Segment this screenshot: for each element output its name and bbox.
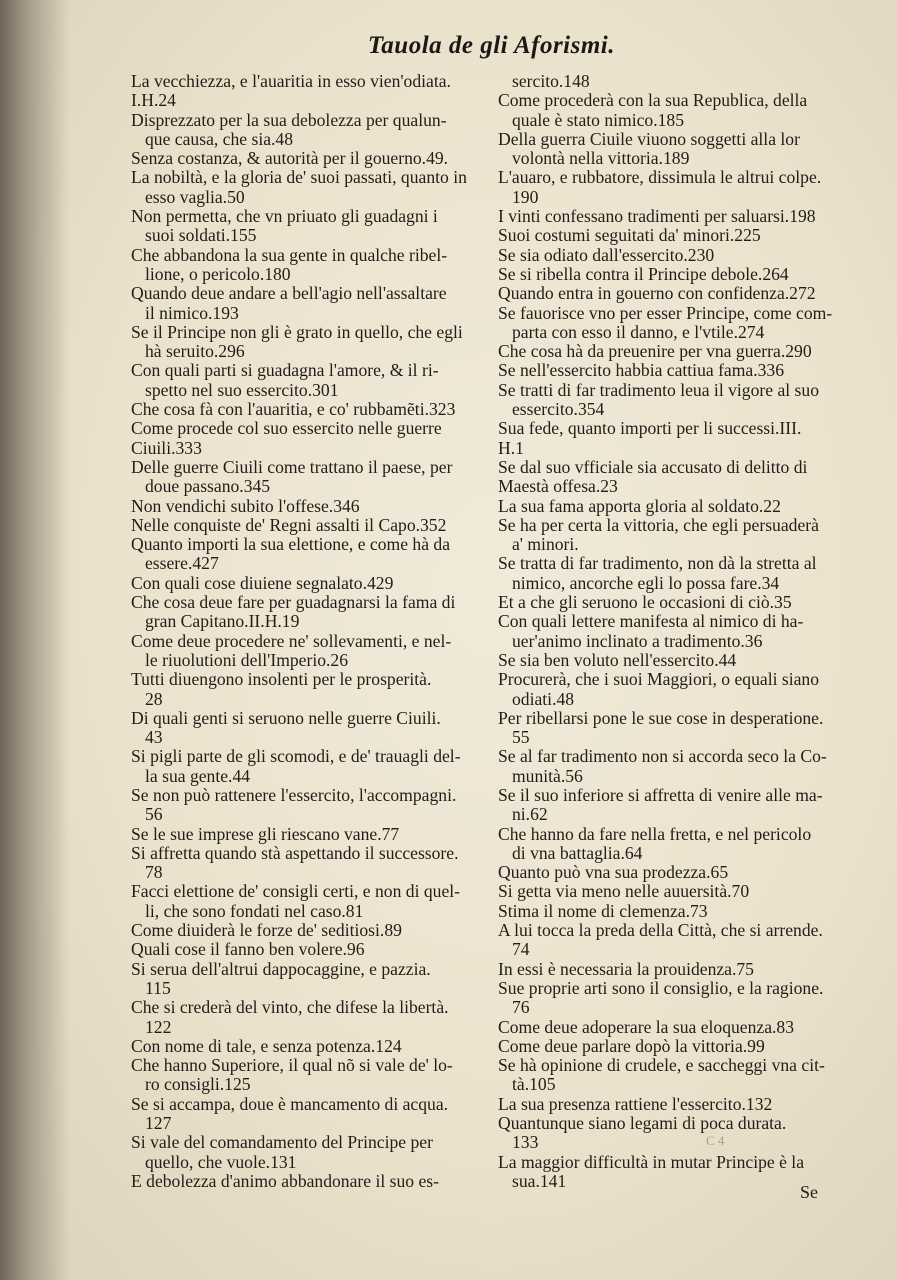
index-entry-line: 43 [145, 728, 163, 748]
index-entry-line: odiati.48 [512, 689, 575, 709]
index-entry-line: Delle guerre Ciuili come trattano il paese, per [131, 457, 453, 477]
index-entry-line: 55 [512, 728, 530, 748]
index-entry-line: Quanto importi la sua elettione, e come hà da [131, 535, 451, 555]
index-entry-line: Come deue parlare dopò la vittoria.99 [498, 1036, 765, 1056]
index-entry-line: A lui tocca la preda della Città, che si arrende. [498, 921, 823, 941]
index-entry-line: I vinti confessano tradimenti per saluarsi.198 [498, 207, 816, 227]
index-entry-line: essercito.354 [512, 400, 605, 420]
index-entry-line: Con quali lettere manifesta al nimico di ha- [498, 612, 804, 632]
index-entry-line: H.1 [498, 438, 524, 458]
index-entry-line: La vecchiezza, e l'auaritia in esso vien'odiata. [131, 72, 451, 91]
index-entry-line: 122 [145, 1017, 172, 1037]
index-entry-line: La sua fama apporta gloria al soldato.22 [498, 496, 781, 516]
index-entry-line: La sua presenza rattiene l'essercito.132 [498, 1094, 773, 1114]
index-entry-line: E debolezza d'animo abbandonare il suo es- [131, 1171, 440, 1191]
index-entry-line: Et a che gli seruono le occasioni di ciò.35 [498, 593, 792, 613]
index-entry-line: volontà nella vittoria.189 [512, 149, 690, 169]
index-entry-line: quello, che vuole.131 [145, 1152, 297, 1172]
index-entry-line: Se tratti di far tradimento leua il vigore al suo [498, 380, 819, 400]
index-entry-line: Se sia odiato dall'essercito.230 [498, 245, 715, 265]
index-entry-line: Se nell'essercito habbia cattiua fama.336 [498, 361, 785, 381]
index-entry-line: sercito.148 [512, 72, 590, 91]
index-column-right [498, 72, 854, 1191]
index-entry-line: Se al far tradimento non si accorda seco la Co- [498, 747, 827, 767]
index-entry-line: Con quali parti si guadagna l'amore, & il ri- [131, 361, 439, 381]
index-entry-line: Tutti diuengono insolenti per le prosperità. [131, 670, 432, 690]
index-entry-line: Se hà opinione di crudele, e saccheggi vna cit- [498, 1056, 825, 1076]
index-entry-line: Suoi costumi seguitati da' minori.225 [498, 226, 761, 246]
index-entry-line: Si affretta quando stà aspettando il successore. [131, 843, 459, 863]
index-entry-line: Ciuili.333 [131, 438, 202, 458]
index-entry-line: 74 [512, 940, 530, 960]
index-entry-line: 78 [145, 863, 163, 883]
index-entry-line: lione, o pericolo.180 [145, 264, 291, 284]
index-entry-line: 190 [512, 187, 539, 207]
index-entry-line: sua.141 [512, 1171, 567, 1191]
index-entry-line: parta con esso il danno, e l'vtile.274 [512, 322, 765, 342]
index-entry-line: I.H.24 [131, 91, 176, 111]
index-entry-line: la sua gente.44 [145, 766, 251, 786]
index-entry-line: Quando entra in gouerno con confidenza.272 [498, 284, 816, 304]
index-entry-line: Se dal suo vfficiale sia accusato di delitto di [498, 457, 808, 477]
index-entry-line: li, che sono fondati nel caso.81 [145, 901, 364, 921]
index-entry-line: Se il suo inferiore si affretta di venire alle ma- [498, 785, 823, 805]
index-entry-line: Se fauorisce vno per esser Principe, come com- [498, 303, 833, 323]
index-entry-line: Non permetta, che vn priuato gli guadagni i [131, 207, 438, 227]
index-entry-line: Se le sue imprese gli riescano vane.77 [131, 824, 400, 844]
index-entry-line: Di quali genti si seruono nelle guerre Ciuili. [131, 708, 441, 728]
index-entry-line: 56 [145, 805, 163, 825]
index-entry-line: essere.427 [145, 554, 219, 574]
index-entry-line: Si pigli parte de gli scomodi, e de' trauagli del- [131, 747, 461, 767]
index-entry-line: hà seruito.296 [145, 342, 245, 362]
index-entry-line: Maestà offesa.23 [498, 477, 618, 497]
index-entry-line: 76 [512, 998, 530, 1018]
index-entry-line: Con nome di tale, e senza potenza.124 [131, 1036, 402, 1056]
index-entry-line: suoi soldati.155 [145, 226, 257, 246]
index-entry-line: Se ha per certa la vittoria, che egli persuaderà [498, 515, 819, 535]
index-entry-line: Se si ribella contra il Principe debole.264 [498, 264, 789, 284]
index-entry-line: Che cosa hà da preuenire per vna guerra.290 [498, 342, 812, 362]
marginal-note: C 4 [706, 1133, 725, 1148]
index-entry-line: 127 [145, 1114, 172, 1134]
index-entry-line: Senza costanza, & autorità per il gouerno.49. [131, 149, 449, 169]
index-entry-line: 28 [145, 689, 163, 709]
index-entry-line: Quando deue andare a bell'agio nell'assaltare [131, 284, 447, 304]
index-entry-line: Quantunque siano legami di poca durata. [498, 1114, 787, 1134]
index-entry-line: Come procederà con la sua Republica, della [498, 91, 808, 111]
index-entry-line: Con quali cose diuiene segnalato.429 [131, 573, 394, 593]
index-entry-line: In essi è necessaria la prouidenza.75 [498, 959, 754, 979]
index-entry-line: Stima il nome di clemenza.73 [498, 901, 708, 921]
index-entry-line: Non vendichi subito l'offese.346 [131, 496, 360, 516]
index-entry-line: munità.56 [512, 766, 583, 786]
index-entry-line: gran Capitano.II.H.19 [145, 612, 300, 632]
index-entry-line: L'auaro, e rubbatore, dissimula le altrui colpe. [498, 168, 822, 188]
index-entry-line: Se il Principe non gli è grato in quello, che egli [131, 322, 463, 342]
index-entry-line: Come procede col suo essercito nelle guerre [131, 419, 442, 439]
index-entry-line: Se sia ben voluto nell'essercito.44 [498, 650, 737, 670]
index-entry-line: Se tratta di far tradimento, non dà la stretta al [498, 554, 817, 574]
index-entry-line: Sue proprie arti sono il consiglio, e la ragione. [498, 978, 824, 998]
index-entry-line: que causa, che sia.48 [145, 129, 294, 149]
index-entry-line: uer'animo inclinato a tradimento.36 [512, 631, 763, 651]
index-entry-line: di vna battaglia.64 [512, 843, 643, 863]
index-entry-line: Che hanno da fare nella fretta, e nel pericolo [498, 824, 812, 844]
index-entry-line: nimico, ancorche egli lo possa fare.34 [512, 573, 780, 593]
index-entry-line: Sua fede, quanto importi per li successi.III. [498, 419, 802, 439]
index-entry-line: Come deue adoperare la sua eloquenza.83 [498, 1017, 795, 1037]
index-entry-line: La maggior difficultà in mutar Principe è la [498, 1152, 805, 1172]
index-entry-line: tà.105 [512, 1075, 556, 1095]
index-entry-line: Nelle conquiste de' Regni assalti il Capo.352 [131, 515, 447, 535]
index-entry-line: Si serua dell'altrui dappocaggine, e pazzia. [131, 959, 431, 979]
catchword: Se [800, 1182, 818, 1202]
index-entry-line: Come deue procedere ne' sollevamenti, e nel- [131, 631, 452, 651]
index-entry-line: Se non può rattenere l'essercito, l'accompagni. [131, 785, 457, 805]
index-entry-line: 115 [145, 978, 171, 998]
index-entry-line: Che hanno Superiore, il qual nõ si vale de' lo- [131, 1056, 453, 1076]
index-entry-line: La nobiltà, e la gloria de' suoi passati, quanto in [131, 168, 467, 188]
index-entry-line: esso vaglia.50 [145, 187, 245, 207]
index-entry-line: Quali cose il fanno ben volere.96 [131, 940, 365, 960]
index-entry-line: doue passano.345 [145, 477, 271, 497]
page-gutter-shadow [0, 0, 70, 1280]
index-entry-line: Si getta via meno nelle auuersità.70 [498, 882, 750, 902]
index-entry-line: Per ribellarsi pone le sue cose in desperatione. [498, 708, 824, 728]
index-entry-line: Se si accampa, doue è mancamento di acqua. [131, 1094, 449, 1114]
index-column-left [131, 72, 488, 1191]
page-title: Tauola de gli Aforismi. [367, 32, 615, 59]
index-entry-line: quale è stato nimico.185 [512, 110, 684, 130]
index-entry-line: Che cosa deue fare per guadagnarsi la fama di [131, 593, 456, 613]
index-entry-line: spetto nel suo essercito.301 [145, 380, 339, 400]
index-entry-line: Si vale del comandamento del Principe per [131, 1133, 433, 1153]
index-entry-line: ro consigli.125 [145, 1075, 251, 1095]
index-entry-line: Procurerà, che i suoi Maggiori, o equali siano [498, 670, 820, 690]
index-entry-line: Che cosa fà con l'auaritia, e co' rubbamẽti.323 [131, 400, 456, 420]
index-entry-line: a' minori. [512, 535, 579, 555]
index-entry-line: Della guerra Ciuile viuono soggetti alla lor [498, 129, 800, 149]
index-entry-line: Facci elettione de' consigli certi, e non di quel- [131, 882, 461, 902]
index-entry-line: ni.62 [512, 805, 548, 825]
index-entry-line: Che si crederà del vinto, che difese la libertà. [131, 998, 449, 1018]
index-entry-line: Come diuiderà le forze de' seditiosi.89 [131, 921, 402, 941]
index-entry-line: Che abbandona la sua gente in qualche ribel- [131, 245, 448, 265]
index-entry-line: Quanto può vna sua prodezza.65 [498, 863, 729, 883]
index-entry-line: 133 [512, 1133, 539, 1153]
index-entry-line: il nimico.193 [145, 303, 239, 323]
index-entry-line: le riuolutioni dell'Imperio.26 [145, 650, 349, 670]
index-entry-line: Disprezzato per la sua debolezza per qualun- [131, 110, 447, 130]
